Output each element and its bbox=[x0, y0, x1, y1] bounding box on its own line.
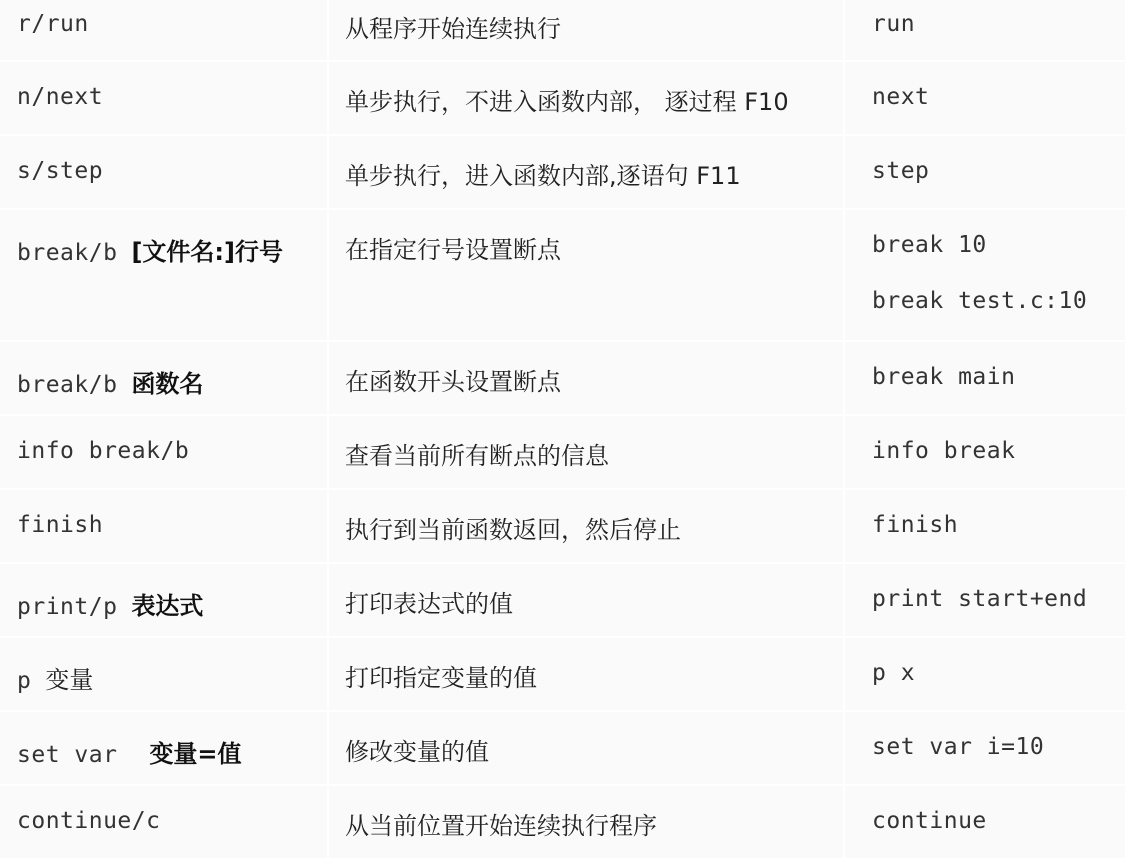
table-cell-command bbox=[0, 564, 327, 636]
command-description: 打印表达式的值 bbox=[345, 590, 513, 618]
table-cell-example bbox=[845, 416, 1125, 488]
table-cell-command bbox=[0, 638, 327, 710]
table-cell-description bbox=[329, 712, 843, 784]
command-description: 查看当前所有断点的信息 bbox=[345, 442, 609, 470]
command-example: run bbox=[872, 11, 916, 37]
command-example: break main bbox=[872, 364, 1016, 390]
command-description: 单步执行，进入函数内部,逐语句 F11 bbox=[345, 162, 741, 190]
command-code: s/step bbox=[17, 158, 104, 184]
table-cell-command bbox=[0, 0, 327, 60]
command-code: break/b bbox=[17, 372, 118, 398]
table-cell-example bbox=[845, 564, 1125, 636]
command-example: next bbox=[872, 84, 930, 110]
command-example: step bbox=[872, 158, 930, 184]
table-cell-example bbox=[845, 712, 1125, 784]
command-description: 执行到当前函数返回，然后停止 bbox=[345, 516, 681, 544]
command-code: r/run bbox=[17, 11, 89, 37]
table-cell-example bbox=[845, 638, 1125, 710]
command-code: p bbox=[17, 668, 32, 694]
command-argument: 函数名 bbox=[131, 370, 204, 398]
table-cell-example bbox=[845, 210, 1125, 340]
table-cell-description bbox=[329, 136, 843, 208]
table-cell-command bbox=[0, 210, 327, 340]
table-cell-example bbox=[845, 490, 1125, 562]
command-description: 在函数开头设置断点 bbox=[345, 368, 561, 396]
command-description: 修改变量的值 bbox=[345, 738, 489, 766]
command-code: finish bbox=[17, 512, 104, 538]
table-cell-command bbox=[0, 712, 327, 784]
table-cell-command bbox=[0, 342, 327, 414]
table-cell-command bbox=[0, 136, 327, 208]
table-cell-description bbox=[329, 564, 843, 636]
command-example: print start+end bbox=[872, 586, 1088, 612]
table-cell-command bbox=[0, 62, 327, 134]
command-example: info break bbox=[872, 438, 1016, 464]
command-example: p x bbox=[872, 660, 916, 686]
table-cell-command bbox=[0, 786, 327, 858]
command-argument: 变量 bbox=[45, 666, 94, 694]
command-example: break 10 bbox=[872, 232, 987, 258]
command-code: print/p bbox=[17, 594, 118, 620]
command-argument: [文件名:]行号 bbox=[131, 238, 283, 266]
table-cell-description bbox=[329, 210, 843, 340]
command-argument: 变量=值 bbox=[149, 740, 242, 768]
command-description: 从当前位置开始连续执行程序 bbox=[345, 812, 657, 840]
table-cell-description bbox=[329, 786, 843, 858]
table-cell-description bbox=[329, 342, 843, 414]
command-code: break/b bbox=[17, 240, 118, 266]
command-example: continue bbox=[872, 808, 987, 834]
table-cell-description bbox=[329, 416, 843, 488]
command-example-2: break test.c:10 bbox=[872, 288, 1088, 314]
table-cell-description bbox=[329, 0, 843, 60]
table-cell-description bbox=[329, 490, 843, 562]
command-code: set var bbox=[17, 742, 118, 768]
command-description: 打印指定变量的值 bbox=[345, 664, 537, 692]
table-cell-example bbox=[845, 136, 1125, 208]
table-cell-example bbox=[845, 342, 1125, 414]
table-cell-command bbox=[0, 490, 327, 562]
table-cell-description bbox=[329, 638, 843, 710]
command-description: 单步执行，不进入函数内部， 逐过程 F10 bbox=[345, 88, 789, 116]
table-cell-description bbox=[329, 62, 843, 134]
table-cell-example bbox=[845, 0, 1125, 60]
command-code: n/next bbox=[17, 84, 104, 110]
command-example: finish bbox=[872, 512, 959, 538]
command-example: set var i=10 bbox=[872, 734, 1045, 760]
table-cell-command bbox=[0, 416, 327, 488]
command-code: info break/b bbox=[17, 438, 190, 464]
command-description: 从程序开始连续执行 bbox=[345, 15, 561, 43]
command-description: 在指定行号设置断点 bbox=[345, 236, 561, 264]
command-code: continue/c bbox=[17, 808, 161, 834]
command-argument: 表达式 bbox=[131, 592, 204, 620]
table-cell-example bbox=[845, 786, 1125, 858]
table-cell-example bbox=[845, 62, 1125, 134]
